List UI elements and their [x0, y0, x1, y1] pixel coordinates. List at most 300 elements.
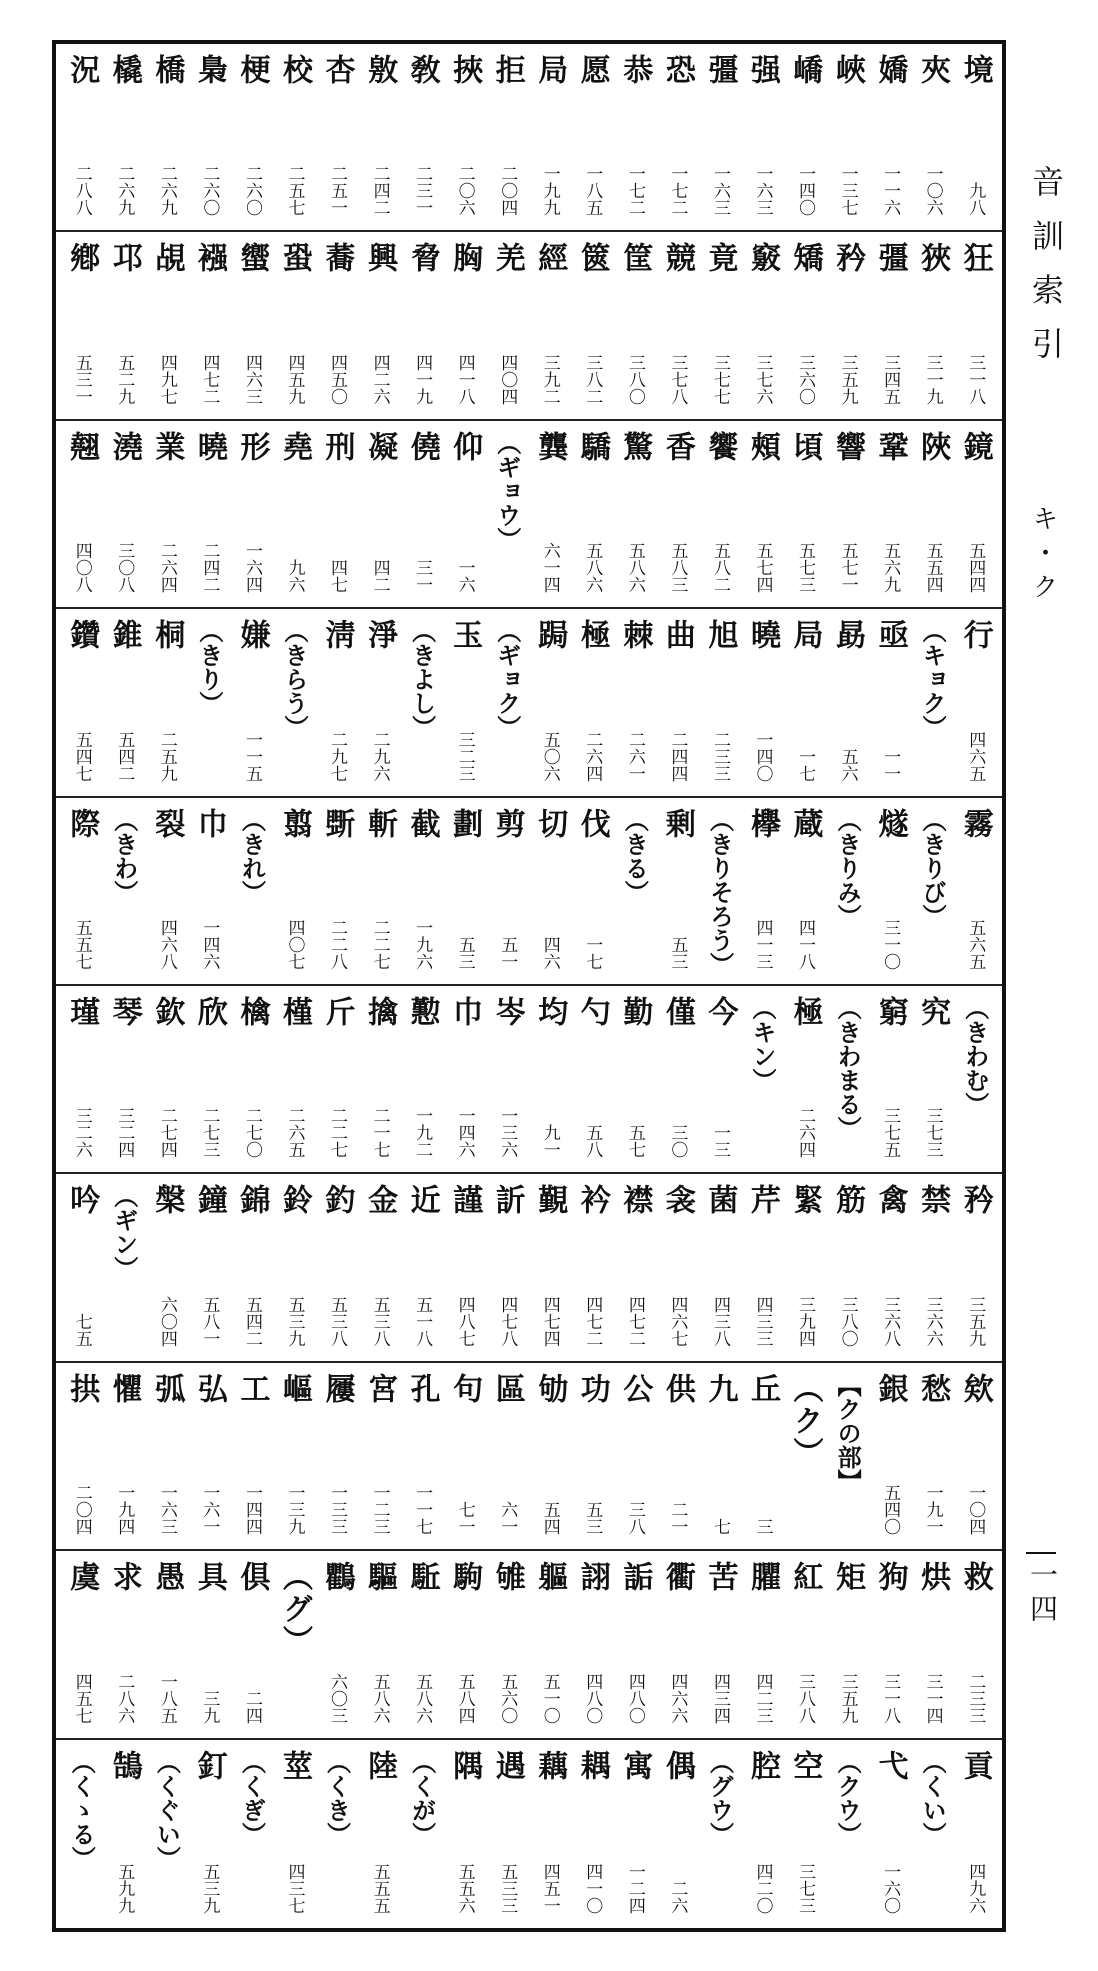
index-entry	[400, 1551, 443, 1737]
entry-term: 羌	[489, 242, 525, 275]
entry-term: 香	[659, 430, 695, 463]
index-entry	[868, 986, 911, 1172]
entry-page-number: 三六〇	[795, 353, 816, 405]
entry-page-number: 九八	[965, 182, 986, 217]
page-number: 一四	[1026, 1560, 1059, 1628]
index-entry	[485, 44, 528, 230]
index-entry	[826, 798, 869, 984]
entry-page-number: 五三八	[369, 1295, 390, 1347]
index-entry	[528, 1174, 571, 1360]
entry-term: （くぎ）	[237, 1749, 267, 1846]
index-entry	[656, 1551, 699, 1737]
index-entry	[911, 1551, 954, 1737]
index-entry	[741, 421, 784, 607]
entry-page-number: 一一六	[880, 165, 901, 217]
entry-page-number: 三二六	[71, 1107, 92, 1159]
index-entry	[485, 1174, 528, 1360]
entry-page-number: 一一	[880, 747, 901, 782]
index-entry	[273, 1740, 316, 1928]
index-entry	[698, 1551, 741, 1737]
entry-term: （きり）	[194, 619, 224, 716]
index-entry	[188, 1551, 231, 1737]
index-entry	[145, 1363, 188, 1549]
entry-term: 矜	[830, 242, 866, 275]
entry-term: 頰	[744, 430, 780, 463]
index-entry	[656, 1740, 699, 1928]
index-entry	[188, 798, 231, 984]
entry-term: 衢	[659, 1561, 695, 1594]
entry-page-number: 二八八	[71, 165, 92, 217]
entry-page-number: 二六〇	[199, 165, 220, 217]
entry-term: 覘	[149, 242, 185, 275]
index-entry	[528, 1551, 571, 1737]
entry-page-number: 一七	[795, 747, 816, 782]
entry-page-number: 五六〇	[497, 1672, 518, 1724]
entry-page-number: 三	[752, 1518, 773, 1536]
entry-page-number: 一三七	[837, 165, 858, 217]
index-entry	[656, 421, 699, 607]
entry-page-number: 三六八	[880, 1295, 901, 1347]
entry-page-number: 一七	[582, 935, 603, 970]
index-entry	[911, 1740, 954, 1928]
entry-page-number: 一三	[709, 1124, 730, 1159]
entry-page-number: 三七七	[709, 353, 730, 405]
index-entry	[485, 798, 528, 984]
entry-term: 澆	[106, 430, 142, 463]
index-entry	[698, 798, 741, 984]
index-entry	[613, 44, 656, 230]
entry-term: 屨	[319, 1372, 355, 1405]
entry-page-number: 二六一	[624, 730, 645, 782]
entry-page-number: 一一七	[412, 1484, 433, 1536]
entry-term: 恐	[659, 54, 695, 86]
entry-term: 狹	[915, 242, 951, 275]
entry-term: 翦	[276, 807, 312, 840]
index-band	[56, 1363, 1002, 1551]
entry-term: 欸	[957, 1372, 993, 1405]
index-entry	[188, 609, 231, 795]
index-entry	[571, 1174, 614, 1360]
index-entry	[911, 798, 954, 984]
entry-term: 愿	[574, 54, 610, 86]
entry-page-number: 五七一	[837, 542, 858, 594]
index-entry	[783, 798, 826, 984]
entry-term: 拒	[489, 54, 525, 86]
index-entry	[443, 798, 486, 984]
entry-page-number: 二二七	[369, 918, 390, 970]
entry-page-number: 二六五	[284, 1107, 305, 1159]
entry-term: 蛩	[276, 242, 312, 275]
entry-term: 劬	[532, 1372, 568, 1405]
entry-page-number: 二八六	[114, 1672, 135, 1724]
index-entry	[273, 232, 316, 418]
index-entry	[358, 44, 401, 230]
index-entry	[656, 609, 699, 795]
entry-term: 旭	[702, 619, 738, 652]
entry-term: 雊	[489, 1561, 525, 1594]
entry-term: 禁	[915, 1184, 951, 1217]
entry-page-number: 五一	[497, 935, 518, 970]
index-entry	[358, 798, 401, 984]
entry-page-number: 四六三	[241, 353, 262, 405]
index-entry	[273, 421, 316, 607]
entry-page-number: 二六	[667, 1879, 688, 1914]
entry-term: 欽	[149, 996, 185, 1028]
index-entry	[443, 421, 486, 607]
entry-term: 杏	[319, 54, 355, 86]
entry-page-number: 五八六	[624, 542, 645, 594]
index-entry	[60, 1551, 103, 1737]
index-entry	[358, 421, 401, 607]
entry-page-number: 二五九	[156, 730, 177, 782]
entry-page-number: 五四二	[241, 1295, 262, 1347]
entry-page-number: 一三三	[327, 1484, 348, 1536]
entry-term: 蕎	[319, 242, 355, 275]
entry-page-number: 二二七	[327, 1107, 348, 1159]
index-entry	[953, 44, 996, 230]
entry-term: 九	[702, 1372, 738, 1405]
index-entry	[230, 44, 273, 230]
entry-page-number: 四八〇	[582, 1672, 603, 1724]
entry-term: 貢	[957, 1749, 993, 1782]
entry-page-number: 九六	[284, 559, 305, 594]
index-entry	[613, 609, 656, 795]
index-entry	[826, 986, 869, 1172]
entry-term: 窮	[872, 996, 908, 1028]
entry-term: 鸜	[319, 1561, 355, 1594]
entry-term: （きわまる）	[833, 996, 863, 1140]
index-entry	[741, 1740, 784, 1928]
index-entry	[741, 1551, 784, 1737]
entry-term: （ギョク）	[492, 619, 522, 740]
entry-page-number: 五五五	[369, 1862, 390, 1914]
index-entry	[698, 1174, 741, 1360]
index-entry	[443, 609, 486, 795]
index-entry	[783, 986, 826, 1172]
entry-page-number: 四一九	[412, 353, 433, 405]
entry-term: 陜	[915, 430, 951, 463]
entry-page-number: 四一〇	[582, 1862, 603, 1914]
index-entry	[528, 1363, 571, 1549]
entry-term: 競	[659, 242, 695, 275]
entry-page-number: 三七六	[752, 353, 773, 405]
entry-term: 鄕	[64, 242, 100, 275]
entry-page-number: 三六六	[922, 1295, 943, 1347]
entry-page-number: 三八〇	[624, 353, 645, 405]
index-entry	[571, 986, 614, 1172]
entry-term: 經	[532, 242, 568, 275]
entry-page-number: 六〇三	[327, 1672, 348, 1724]
entry-page-number: 四一八	[454, 353, 475, 405]
entry-term: 裂	[149, 807, 185, 840]
entry-term: （きわ）	[109, 807, 139, 904]
entry-term: 巾	[191, 807, 227, 840]
index-entry	[953, 1174, 996, 1360]
entry-term: 緊	[787, 1184, 823, 1217]
index-entry	[698, 1363, 741, 1549]
index-entry	[188, 1174, 231, 1360]
index-entry	[571, 798, 614, 984]
index-entry	[528, 44, 571, 230]
entry-page-number: 五七三	[795, 542, 816, 594]
index-entry	[60, 1740, 103, 1928]
entry-page-number: 二三三	[965, 1672, 986, 1724]
entry-page-number: 六〇四	[156, 1295, 177, 1347]
index-entry	[145, 798, 188, 984]
index-entry	[315, 421, 358, 607]
entry-term: 淨	[362, 619, 398, 652]
index-entry	[613, 1174, 656, 1360]
entry-term: （くい）	[918, 1749, 948, 1846]
index-entry	[60, 1174, 103, 1360]
entry-page-number: 二六九	[156, 165, 177, 217]
index-entry	[826, 609, 869, 795]
entry-term: 峽	[830, 54, 866, 86]
index-entry	[60, 44, 103, 230]
entry-term: 陸	[362, 1749, 398, 1782]
entry-term: 懃	[404, 996, 440, 1028]
entry-term: 金	[362, 1184, 398, 1217]
entry-term: 虞	[64, 1561, 100, 1594]
entry-term: 伐	[574, 807, 610, 840]
index-entry	[571, 232, 614, 418]
index-entry	[230, 1363, 273, 1549]
index-entry	[60, 986, 103, 1172]
entry-page-number: 三七三	[795, 1862, 816, 1914]
entry-page-number: 五四二	[114, 730, 135, 782]
entry-page-number: 一四六	[454, 1107, 475, 1159]
index-entry	[443, 1551, 486, 1737]
index-entry	[103, 609, 146, 795]
entry-term: 詡	[574, 1561, 610, 1594]
index-entry	[868, 1363, 911, 1549]
entry-term: 宮	[362, 1372, 398, 1405]
entry-term: 工	[234, 1372, 270, 1405]
entry-page-number: 三八二	[582, 353, 603, 405]
entry-term: 斬	[362, 807, 398, 840]
index-entry	[443, 44, 486, 230]
entry-page-number: 七五	[71, 1312, 92, 1347]
index-entry	[230, 421, 273, 607]
entry-page-number: 五三一	[71, 353, 92, 405]
entry-term: 彊	[702, 54, 738, 86]
entry-term: 供	[659, 1372, 695, 1405]
entry-term: 釘	[191, 1749, 227, 1782]
index-entry	[911, 232, 954, 418]
entry-page-number: 七一	[454, 1501, 475, 1536]
entry-term: 鞏	[872, 430, 908, 463]
index-entry	[315, 1363, 358, 1549]
index-entry	[145, 421, 188, 607]
entry-page-number: 四二	[369, 559, 390, 594]
entry-term: 極	[574, 619, 610, 652]
entry-term: 錐	[106, 619, 142, 652]
index-entry	[230, 609, 273, 795]
entry-page-number: 五一〇	[539, 1672, 560, 1724]
entry-page-number: 一四六	[199, 918, 220, 970]
entry-page-number: 五六	[837, 747, 858, 782]
entry-page-number: 四三三	[752, 1295, 773, 1347]
entry-term: 切	[532, 807, 568, 840]
entry-page-number: 二三三	[709, 730, 730, 782]
entry-term: 强	[744, 54, 780, 86]
index-entry	[741, 232, 784, 418]
index-entry	[528, 798, 571, 984]
entry-page-number: 五五四	[922, 542, 943, 594]
index-entry	[911, 1363, 954, 1549]
index-band	[56, 986, 1002, 1174]
entry-page-number: 一四〇	[752, 730, 773, 782]
entry-page-number: 四〇四	[497, 353, 518, 405]
index-entry	[656, 232, 699, 418]
index-entry	[273, 1363, 316, 1549]
index-entry	[273, 44, 316, 230]
entry-page-number: 三一九	[922, 353, 943, 405]
entry-term: 筐	[617, 242, 653, 275]
entry-page-number: 三二四	[114, 1107, 135, 1159]
entry-page-number: 一九二	[412, 1107, 433, 1159]
entry-page-number: 二〇六	[454, 165, 475, 217]
entry-page-number: 五八二	[709, 542, 730, 594]
index-entry	[60, 798, 103, 984]
index-entry	[528, 421, 571, 607]
index-entry	[273, 1551, 316, 1737]
index-entry	[188, 232, 231, 418]
entry-term: 禽	[872, 1184, 908, 1217]
entry-term: 孔	[404, 1372, 440, 1405]
index-band	[56, 1740, 1002, 1928]
index-entry	[953, 1740, 996, 1928]
index-entry	[953, 1551, 996, 1737]
entry-page-number: 四二〇	[752, 1862, 773, 1914]
index-entry	[315, 609, 358, 795]
index-entry	[571, 609, 614, 795]
entry-page-number: 四七二	[582, 1295, 603, 1347]
index-entry	[613, 232, 656, 418]
entry-term: 嬌	[872, 54, 908, 86]
entry-page-number: 四五七	[71, 1672, 92, 1724]
entry-page-number: 三〇八	[114, 542, 135, 594]
index-entry	[273, 609, 316, 795]
entry-term: 擒	[362, 996, 398, 1028]
entry-term: 曲	[659, 619, 695, 652]
index-entry	[145, 1174, 188, 1360]
index-entry	[188, 1363, 231, 1549]
entry-term: （キョク）	[918, 619, 948, 740]
entry-page-number: 五三	[454, 935, 475, 970]
entry-term: （きらう）	[279, 619, 309, 740]
entry-page-number: 五四〇	[880, 1484, 901, 1536]
entry-term: 響	[830, 430, 866, 463]
entry-term: 具	[191, 1561, 227, 1594]
entry-term: 斤	[319, 996, 355, 1028]
entry-term: 拱	[64, 1372, 100, 1405]
entry-term: 欅	[744, 807, 780, 840]
entry-page-number: 一九六	[412, 918, 433, 970]
index-entry	[613, 1740, 656, 1928]
entry-page-number: 三一八	[965, 353, 986, 405]
entry-page-number: 四九六	[965, 1862, 986, 1914]
entry-term: 燧	[872, 807, 908, 840]
index-entry	[656, 44, 699, 230]
entry-term: 截	[404, 807, 440, 840]
entry-page-number: 六一	[497, 1501, 518, 1536]
entry-page-number: 二四二	[369, 165, 390, 217]
entry-page-number: 二五一	[327, 165, 348, 217]
entry-page-number: 四七四	[539, 1295, 560, 1347]
entry-term: 桐	[149, 619, 185, 652]
entry-term: 勗	[830, 619, 866, 652]
entry-page-number: 三〇	[667, 1124, 688, 1159]
entry-page-number: 二六〇	[241, 165, 262, 217]
index-entry	[783, 232, 826, 418]
index-entry	[188, 1740, 231, 1928]
index-entry	[485, 1363, 528, 1549]
entry-page-number: 一六三	[156, 1484, 177, 1536]
index-entry	[400, 1174, 443, 1360]
index-entry	[911, 421, 954, 607]
index-entry	[485, 609, 528, 795]
entry-page-number: 三一四	[922, 1672, 943, 1724]
entry-term: 衾	[659, 1184, 695, 1217]
entry-term: 駒	[447, 1561, 483, 1594]
entry-term: 凝	[362, 430, 398, 463]
index-entry	[613, 421, 656, 607]
entry-page-number: 三一八	[880, 1672, 901, 1724]
entry-page-number: 一六一	[199, 1484, 220, 1536]
entry-term: 偶	[659, 1749, 695, 1782]
index-entry	[358, 1551, 401, 1737]
entry-term: 矯	[787, 242, 823, 275]
entry-page-number: 一七二	[667, 165, 688, 217]
entry-page-number: 五三三	[497, 1862, 518, 1914]
index-entry	[315, 798, 358, 984]
index-entry	[358, 986, 401, 1172]
entry-term: （くが）	[407, 1749, 437, 1846]
entry-term: 竅	[744, 242, 780, 275]
entry-term: （グ）	[276, 1561, 312, 1658]
index-entry	[103, 1551, 146, 1737]
index-entry	[60, 421, 103, 607]
entry-term: 狗	[872, 1561, 908, 1594]
entry-page-number: 二六四	[156, 542, 177, 594]
index-entry	[868, 421, 911, 607]
index-entry	[528, 1740, 571, 1928]
entry-term: 翹	[64, 430, 100, 463]
index-entry	[741, 609, 784, 795]
entry-page-number: 四九七	[156, 353, 177, 405]
index-entry	[230, 232, 273, 418]
index-entry	[315, 1174, 358, 1360]
index-entry	[60, 232, 103, 418]
entry-term: 斲	[319, 807, 355, 840]
entry-term: 鈴	[276, 1184, 312, 1217]
entry-term: 剰	[659, 807, 695, 840]
entry-term: 矩	[830, 1561, 866, 1594]
entry-term: 鑽	[64, 619, 100, 652]
index-entry	[571, 421, 614, 607]
entry-term: 鏡	[957, 430, 993, 463]
entry-term: 岑	[489, 996, 525, 1028]
entry-page-number: 四七二	[624, 1295, 645, 1347]
entry-page-number: 三五九	[837, 353, 858, 405]
entry-term: 邛	[106, 242, 142, 275]
entry-term: 【クの部】	[833, 1372, 863, 1493]
index-entry	[315, 986, 358, 1172]
entry-term: 詬	[617, 1561, 653, 1594]
index-entry	[868, 1740, 911, 1928]
entry-term: 錦	[234, 1184, 270, 1217]
